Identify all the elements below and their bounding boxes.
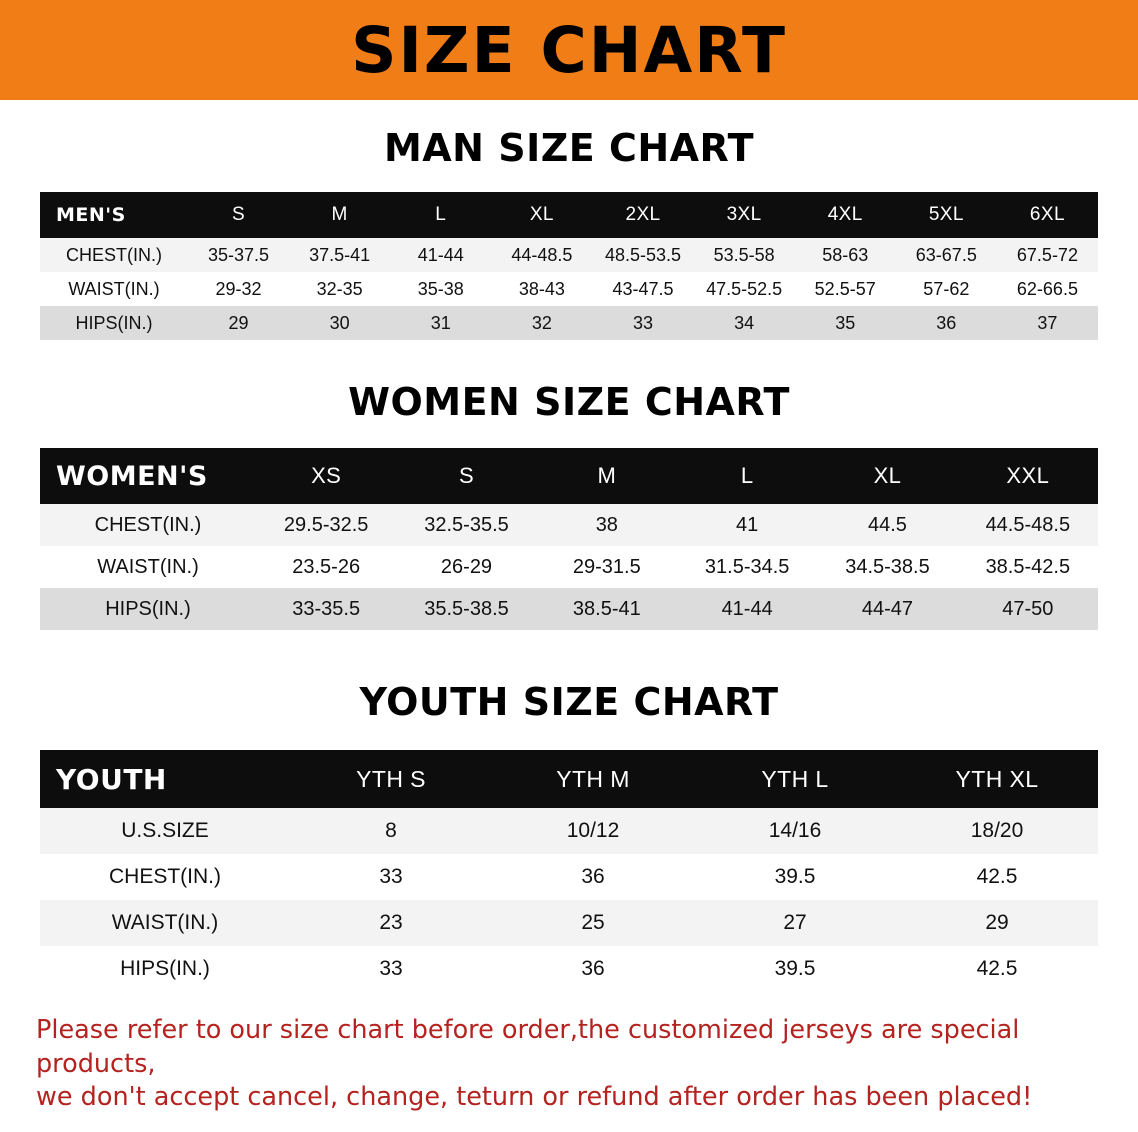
women-cell: 29.5-32.5 bbox=[283, 513, 369, 536]
youth-cell: 14/16 bbox=[768, 819, 822, 842]
table-row bbox=[40, 546, 1098, 588]
man-cell: 62-66.5 bbox=[1016, 278, 1078, 299]
youth-chart-wrap bbox=[40, 750, 1098, 992]
man-cell: 63-67.5 bbox=[915, 244, 977, 265]
man-cell: 47.5-52.5 bbox=[706, 278, 783, 299]
youth-table-body bbox=[40, 808, 1098, 992]
man-col-header: L bbox=[435, 204, 447, 225]
youth-col-header: YTH L bbox=[761, 765, 829, 792]
youth-cell: 29 bbox=[985, 911, 1009, 934]
man-cell: 38-43 bbox=[518, 278, 565, 299]
women-header-row bbox=[40, 448, 1098, 504]
man-col-header: M bbox=[331, 204, 348, 225]
women-cell: 33-35.5 bbox=[292, 597, 361, 620]
youth-cell: 8 bbox=[385, 819, 397, 842]
youth-section-heading: YOUTH SIZE CHART bbox=[359, 680, 779, 724]
policy-note bbox=[36, 1014, 1102, 1115]
women-table-body bbox=[40, 504, 1098, 630]
man-cell: 35 bbox=[835, 312, 856, 333]
man-section-heading: MAN SIZE CHART bbox=[383, 126, 755, 170]
women-cell: 41 bbox=[736, 513, 759, 536]
man-col-header: 2XL bbox=[625, 204, 661, 225]
women-col-header: XXL bbox=[1006, 463, 1050, 488]
youth-cell: 23 bbox=[379, 911, 403, 934]
youth-cell: 25 bbox=[581, 911, 605, 934]
youth-size-table bbox=[40, 750, 1098, 992]
women-cell: 38.5-42.5 bbox=[985, 555, 1071, 578]
page-title: SIZE CHART bbox=[351, 13, 787, 87]
women-col-header: L bbox=[740, 463, 754, 488]
man-row-label: HIPS(IN.) bbox=[75, 312, 153, 333]
youth-row-label: U.S.SIZE bbox=[121, 819, 209, 842]
man-cell: 53.5-58 bbox=[713, 244, 775, 265]
man-cell: 43-47.5 bbox=[612, 278, 674, 299]
women-row-label: CHEST(IN.) bbox=[94, 513, 202, 536]
women-cell: 44-47 bbox=[861, 597, 914, 620]
women-cell: 32.5-35.5 bbox=[424, 513, 509, 536]
man-cell: 57-62 bbox=[923, 278, 970, 299]
women-cell: 23.5-26 bbox=[292, 555, 361, 578]
man-cell: 35-37.5 bbox=[208, 244, 270, 265]
youth-col-header: YTH S bbox=[356, 765, 426, 792]
table-row bbox=[40, 504, 1098, 546]
women-cell: 29-31.5 bbox=[572, 555, 641, 578]
man-cell: 58-63 bbox=[822, 244, 869, 265]
youth-row-label: WAIST(IN.) bbox=[111, 911, 219, 934]
man-cell: 36 bbox=[936, 312, 957, 333]
women-table-head bbox=[40, 448, 1098, 504]
man-cell: 67.5-72 bbox=[1016, 244, 1078, 265]
man-cell: 29-32 bbox=[215, 278, 262, 299]
youth-cell: 10/12 bbox=[566, 819, 620, 842]
man-row-label: CHEST(IN.) bbox=[66, 244, 162, 265]
women-cell: 35.5-38.5 bbox=[424, 597, 509, 620]
man-col-header: 4XL bbox=[827, 204, 863, 225]
youth-row-label: CHEST(IN.) bbox=[109, 865, 221, 888]
youth-cell: 39.5 bbox=[774, 865, 816, 888]
size-chart-banner bbox=[0, 0, 1138, 100]
youth-cell: 36 bbox=[581, 865, 605, 888]
women-row-label: WAIST(IN.) bbox=[97, 555, 199, 578]
women-cell: 38 bbox=[595, 513, 618, 536]
man-col-header: 5XL bbox=[928, 204, 964, 225]
women-cell: 47-50 bbox=[1002, 597, 1054, 620]
table-row bbox=[40, 272, 1098, 306]
youth-col-header: YTH XL bbox=[955, 765, 1039, 792]
man-col-header: 6XL bbox=[1029, 204, 1065, 225]
youth-cell: 18/20 bbox=[970, 819, 1024, 842]
man-cell: 41-44 bbox=[417, 244, 464, 265]
table-row bbox=[40, 588, 1098, 630]
women-col-header: XL bbox=[873, 463, 902, 488]
man-chart-wrap bbox=[40, 192, 1098, 340]
table-row bbox=[40, 946, 1098, 992]
youth-cell: 33 bbox=[379, 865, 403, 888]
youth-cell: 42.5 bbox=[976, 865, 1018, 888]
women-cell: 34.5-38.5 bbox=[845, 555, 930, 578]
man-cell: 31 bbox=[430, 312, 451, 333]
youth-cell: 39.5 bbox=[774, 957, 816, 980]
man-row-label: WAIST(IN.) bbox=[68, 278, 160, 299]
man-cell: 30 bbox=[329, 312, 350, 333]
women-section-heading: WOMEN SIZE CHART bbox=[348, 380, 790, 424]
man-table-head bbox=[40, 192, 1098, 238]
youth-cell: 27 bbox=[783, 911, 807, 934]
women-row-label: HIPS(IN.) bbox=[105, 597, 191, 620]
man-corner-label: MEN'S bbox=[56, 204, 126, 226]
youth-cell: 33 bbox=[379, 957, 403, 980]
women-cell: 44.5 bbox=[868, 513, 907, 536]
women-corner-label: WOMEN'S bbox=[56, 460, 208, 492]
women-col-header: M bbox=[597, 463, 617, 488]
man-table-body bbox=[40, 238, 1098, 340]
women-size-table bbox=[40, 448, 1098, 630]
man-cell: 48.5-53.5 bbox=[604, 244, 682, 265]
man-cell: 52.5-57 bbox=[814, 278, 876, 299]
youth-col-header: YTH M bbox=[556, 765, 630, 792]
man-cell: 35-38 bbox=[417, 278, 464, 299]
women-cell: 44.5-48.5 bbox=[985, 513, 1071, 536]
youth-cell: 36 bbox=[581, 957, 605, 980]
youth-corner-label: YOUTH bbox=[56, 762, 167, 796]
youth-cell: 42.5 bbox=[976, 957, 1018, 980]
man-cell: 37 bbox=[1037, 312, 1058, 333]
man-size-table bbox=[40, 192, 1098, 340]
women-cell: 41-44 bbox=[721, 597, 773, 620]
women-cell: 31.5-34.5 bbox=[704, 555, 790, 578]
women-chart-wrap bbox=[40, 448, 1098, 630]
man-cell: 33 bbox=[632, 312, 653, 333]
table-row bbox=[40, 306, 1098, 340]
man-col-header: S bbox=[232, 204, 246, 225]
women-col-header: S bbox=[458, 463, 475, 488]
man-cell: 29 bbox=[228, 312, 249, 333]
table-row bbox=[40, 854, 1098, 900]
youth-header-row bbox=[40, 750, 1098, 808]
man-header-row bbox=[40, 192, 1098, 238]
man-cell: 37.5-41 bbox=[309, 244, 371, 265]
women-cell: 26-29 bbox=[440, 555, 493, 578]
youth-row-label: HIPS(IN.) bbox=[120, 957, 210, 980]
table-row bbox=[40, 238, 1098, 272]
youth-table-head bbox=[40, 750, 1098, 808]
women-cell: 38.5-41 bbox=[572, 597, 641, 620]
table-row bbox=[40, 808, 1098, 854]
policy-note-line-1: Please refer to our size chart before order,the customized jerseys are special products, bbox=[36, 1015, 1020, 1079]
man-cell: 44-48.5 bbox=[511, 244, 573, 265]
man-cell: 32 bbox=[531, 312, 552, 333]
women-col-header: XS bbox=[311, 463, 342, 488]
policy-note-line-2: we don't accept cancel, change, teturn or refund after order has been placed! bbox=[36, 1082, 1033, 1113]
man-col-header: 3XL bbox=[726, 204, 762, 225]
man-col-header: XL bbox=[529, 204, 554, 225]
man-cell: 32-35 bbox=[316, 278, 363, 299]
man-cell: 34 bbox=[734, 312, 755, 333]
table-row bbox=[40, 900, 1098, 946]
